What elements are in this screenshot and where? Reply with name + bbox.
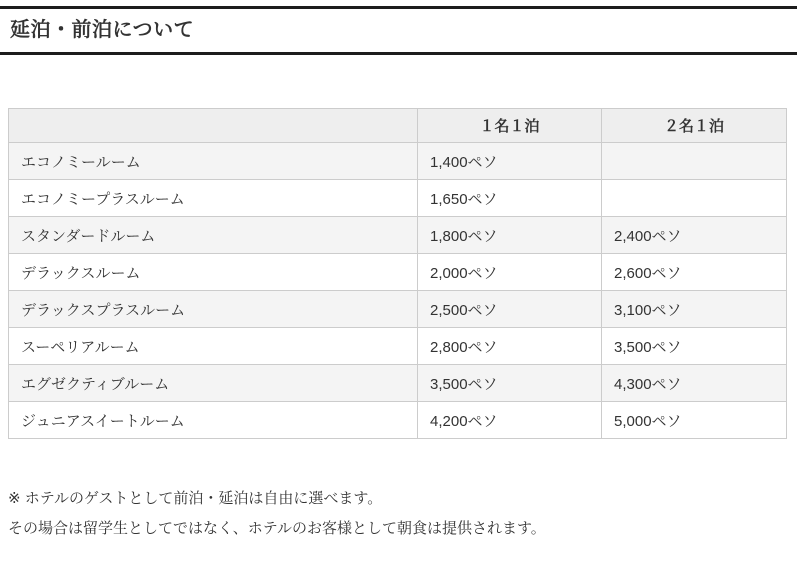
table-row [9, 328, 787, 365]
table-row [9, 180, 787, 217]
double-guest-price-cell: 2,600ペソ [602, 254, 787, 291]
footnote-line-2: その場合は留学生としてではなく、ホテルのお客様として朝食は提供されます。 [8, 520, 546, 537]
header-row [9, 109, 787, 143]
room-name-cell: エコノミールーム [9, 143, 418, 180]
room-name-cell: ジュニアスイートルーム [9, 402, 418, 439]
page-title: 延泊・前泊について [10, 19, 195, 41]
double-guest-price-cell [602, 180, 787, 217]
table-row [9, 217, 787, 254]
single-guest-price-cell: 2,000ペソ [418, 254, 602, 291]
single-guest-column-header: １名１泊 [418, 109, 602, 143]
double-guest-price-cell: 4,300ペソ [602, 365, 787, 402]
footnote-line-1: ※ ホテルのゲストとして前泊・延泊は自由に選べます。 [8, 490, 383, 507]
double-guest-price-cell: 3,500ペソ [602, 328, 787, 365]
table-row [9, 254, 787, 291]
single-guest-price-cell: 4,200ペソ [418, 402, 602, 439]
page-title-bar [0, 6, 797, 55]
price-table-body [9, 143, 787, 439]
footnotes [8, 484, 787, 544]
single-guest-price-cell: 2,800ペソ [418, 328, 602, 365]
table-row [9, 291, 787, 328]
room-name-cell: エグゼクティブルーム [9, 365, 418, 402]
single-guest-price-cell: 3,500ペソ [418, 365, 602, 402]
single-guest-price-cell: 1,800ペソ [418, 217, 602, 254]
table-row [9, 143, 787, 180]
price-table-header [9, 109, 787, 143]
double-guest-price-cell: 3,100ペソ [602, 291, 787, 328]
room-price-table [8, 108, 787, 439]
room-name-cell: スーペリアルーム [9, 328, 418, 365]
room-name-cell: スタンダードルーム [9, 217, 418, 254]
single-guest-price-cell: 2,500ペソ [418, 291, 602, 328]
table-row [9, 402, 787, 439]
room-name-cell: デラックスプラスルーム [9, 291, 418, 328]
room-name-cell: デラックスルーム [9, 254, 418, 291]
table-row [9, 365, 787, 402]
double-guest-price-cell: 2,400ペソ [602, 217, 787, 254]
double-guest-column-header: ２名１泊 [602, 109, 787, 143]
room-column-header [9, 109, 418, 143]
double-guest-price-cell: 5,000ペソ [602, 402, 787, 439]
double-guest-price-cell [602, 143, 787, 180]
room-name-cell: エコノミープラスルーム [9, 180, 418, 217]
single-guest-price-cell: 1,400ペソ [418, 143, 602, 180]
single-guest-price-cell: 1,650ペソ [418, 180, 602, 217]
